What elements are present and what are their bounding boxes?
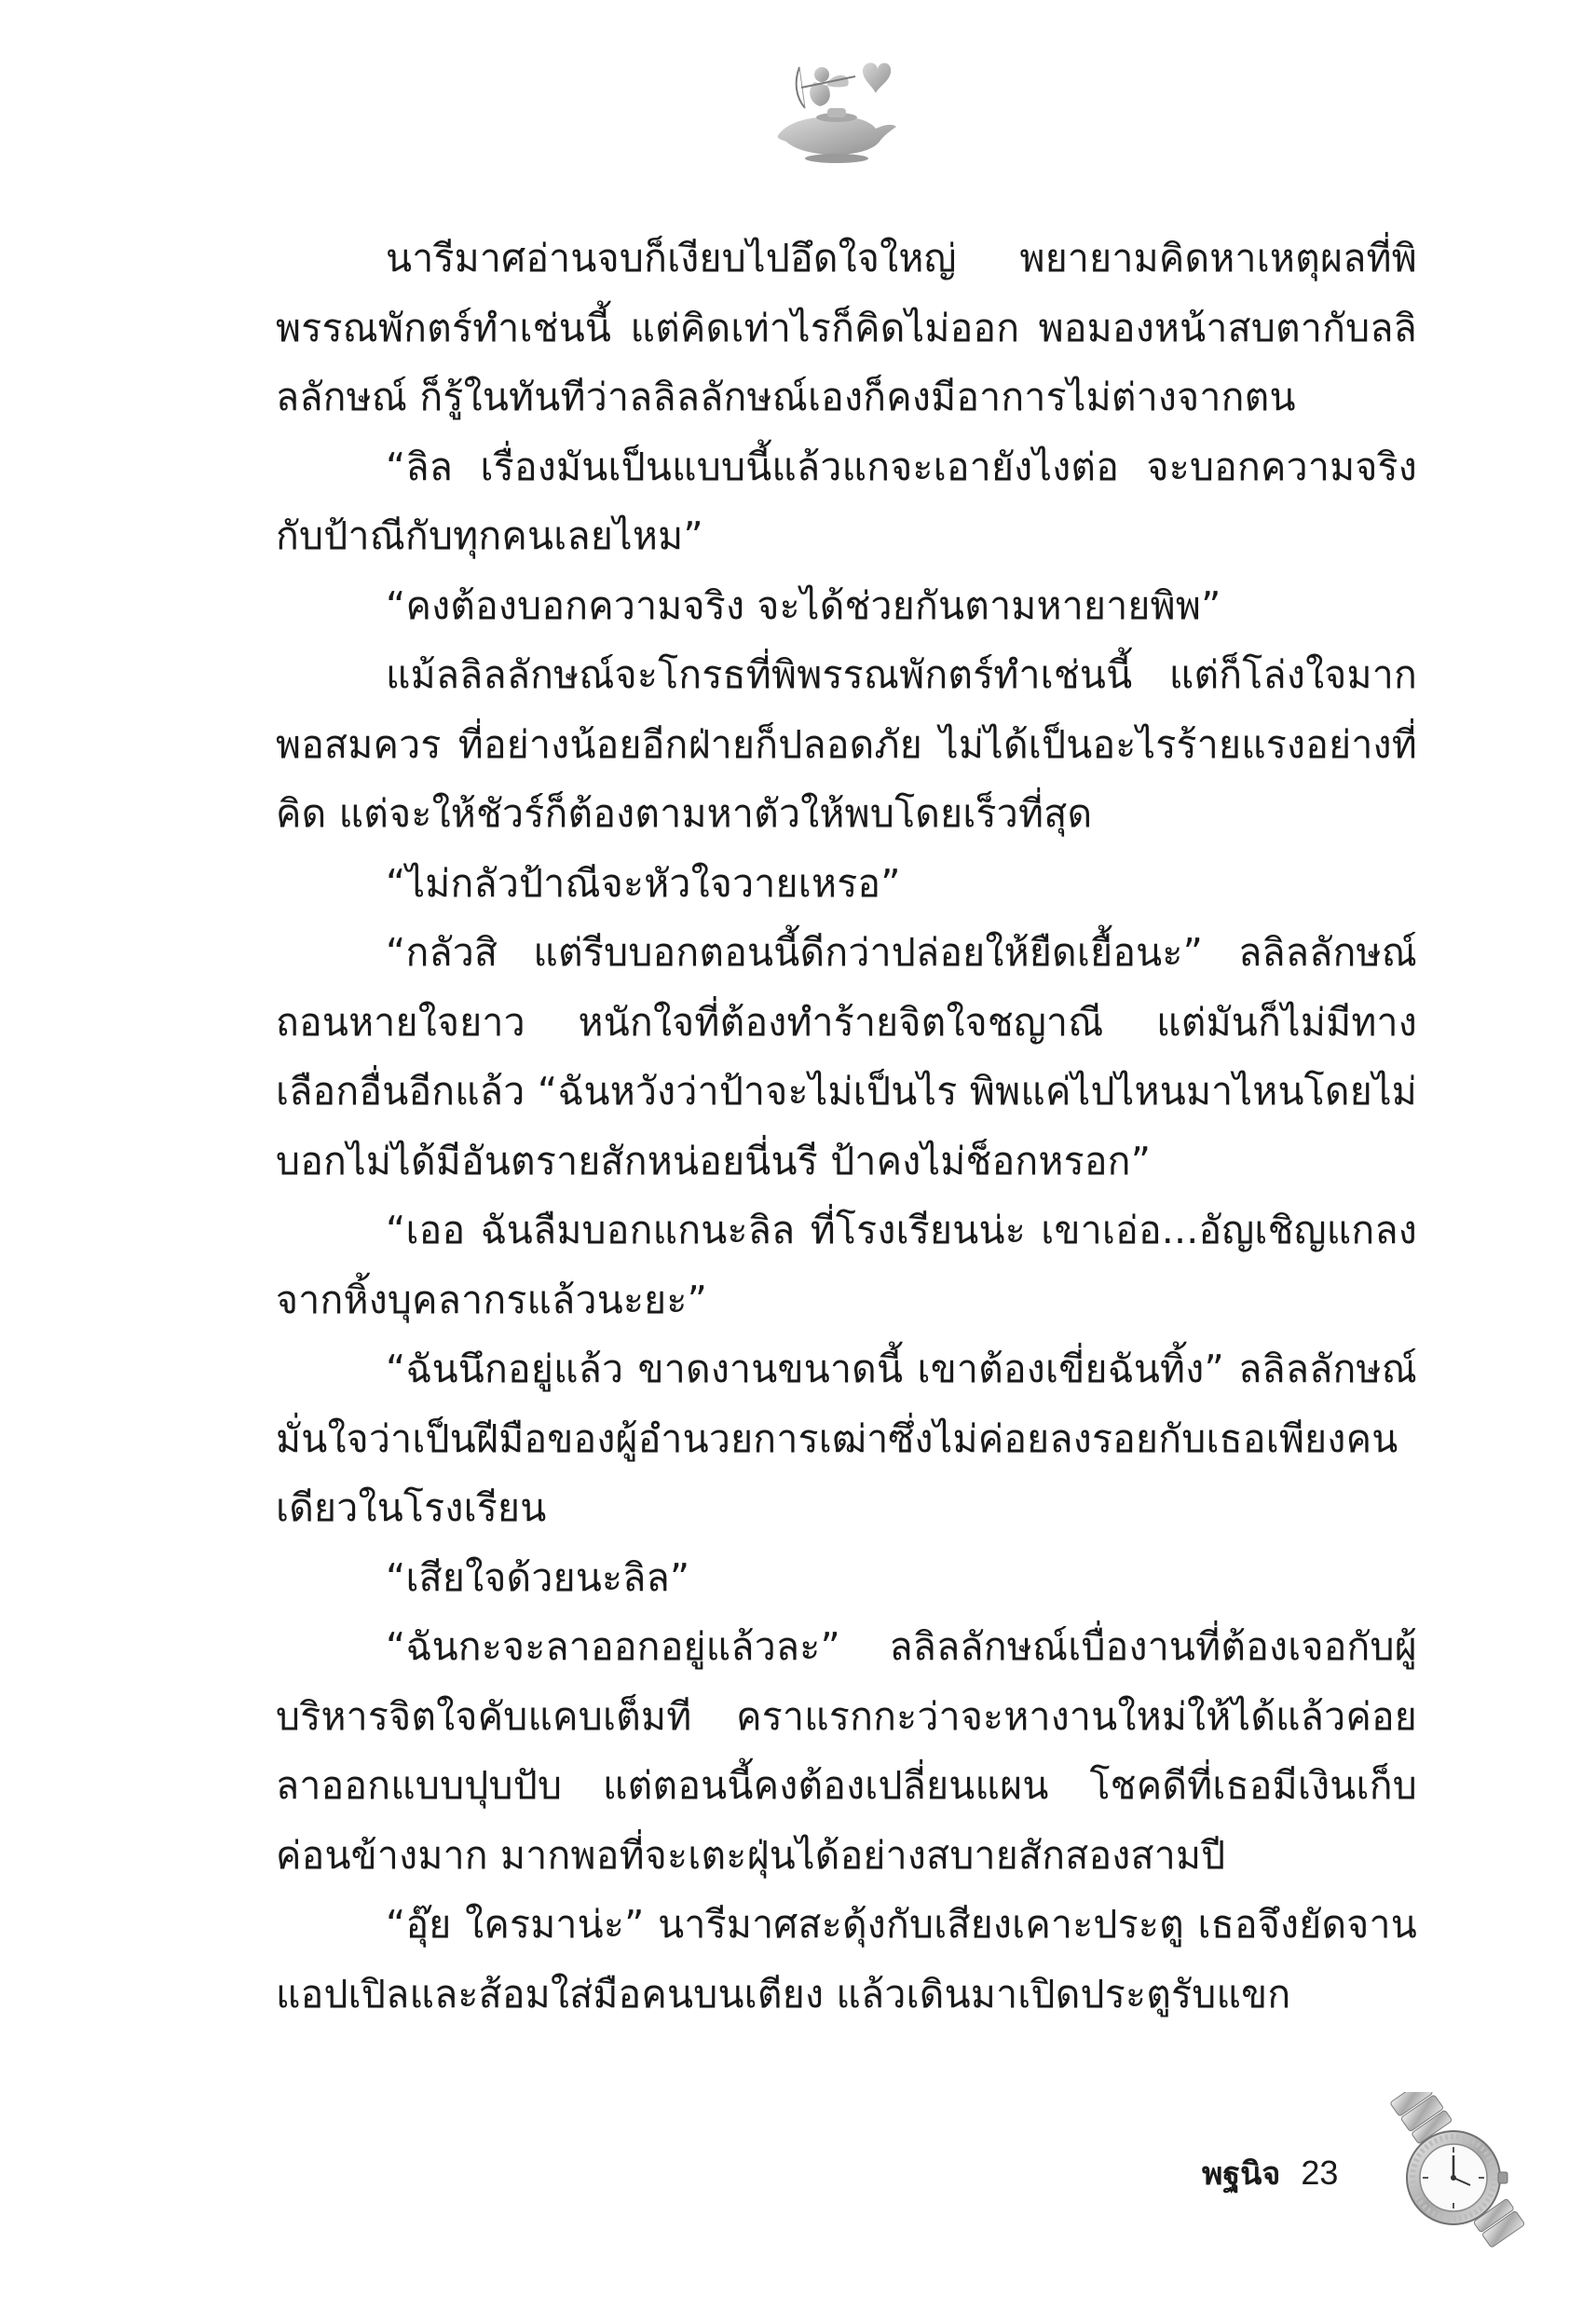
paragraph: “คงต้องบอกความจริง จะได้ช่วยกันตามหายายพิพ” [386,582,1221,628]
story-text [276,224,1417,2029]
paragraph: นารีมาศอ่านจบก็เงียบไปอึดใจใหญ่ พยายามคิดหาเหตุผลที่พิพรรณพักตร์ทำเช่นนี้ แต่คิดเท่าไรก็คิดไม่ออก พอมองหน้าสบตากับลลิลลักษณ์ ก็รู้ในทันทีว่าลลิลลักษณ์เองก็คงมีอาการไม่ต่างจากตน [276,236,1417,419]
cupid-teapot-ornament-icon [762,54,902,166]
paragraph: “ฉันกะจะลาออกอยู่แล้วละ” ลลิลลักษณ์เบื่องานที่ต้องเจอกับผู้บริหารจิตใจคับแคบเต็มที คราแรกกะว่าจะหางานใหม่ให้ได้แล้วค่อยลาออกแบบปุบปับ แต่ตอนนี้คงต้องเปลี่ยนแผน โชคดีที่เธอมีเงินเก็บค่อนข้างมาก มากพอที่จะเตะฝุ่นได้อย่างสบายสักสองสามปี [276,1624,1417,1878]
paragraph: “เสียใจด้วยนะลิล” [386,1554,690,1600]
paragraph: “เออ ฉันลืมบอกแกนะลิล ที่โรงเรียนน่ะ เขาเอ่อ...อัญเชิญแกลงจากหิ้งบุคลากรแล้วนะยะ” [276,1208,1417,1322]
page-footer [1202,2148,1338,2204]
paragraph: “ลิล เรื่องมันเป็นแบบนี้แล้วแกจะเอายังไงต่อ จะบอกความจริงกับป้าณีกับทุกคนเลยไหม” [276,444,1417,558]
paragraph: “ไม่กลัวป้าณีจะหัวใจวายเหรอ” [386,860,901,906]
paragraph: “กลัวสิ แต่รีบบอกตอนนี้ดีกว่าปล่อยให้ยืดเยื้อนะ” ลลิลลักษณ์ถอนหายใจยาว หนักใจที่ต้องทำร้ายจิตใจชญาณี แต่มันก็ไม่มีทางเลือกอื่นอีกแล้ว “ฉันหวังว่าป้าจะไม่เป็นไร พิพแค่ไปไหนมาไหนโดยไม่บอกไม่ได้มีอันตรายสักหน่อยนี่นรี ป้าคงไม่ช็อกหรอก” [276,930,1417,1183]
paragraph: “ฉันนึกอยู่แล้ว ขาดงานขนาดนี้ เขาต้องเขี่ยฉันทิ้ง” ลลิลลักษณ์มั่นใจว่าเป็นฝีมือของผู้อำนวยการเฒ่าซึ่งไม่ค่อยลงรอยกับเธอเพียงคนเดียวในโรงเรียน [276,1347,1417,1530]
paragraph: “อุ๊ย ใครมาน่ะ” นารีมาศสะดุ้งกับเสียงเคาะประตู เธอจึงยัดจานแอปเปิลและส้อมใส่มือคนบนเตียง แล้วเดินมาเปิดประตูรับแขก [276,1902,1417,2017]
paragraph: แม้ลลิลลักษณ์จะโกรธที่พิพรรณพักตร์ทำเช่นนี้ แต่ก็โล่งใจมากพอสมควร ที่อย่างน้อยอีกฝ่ายก็ปลอดภัย ไม่ได้เป็นอะไรร้ายแรงอย่างที่คิด แต่จะให้ชัวร์ก็ต้องตามหาตัวให้พบโดยเร็วที่สุด [276,652,1417,836]
page-number: 23 [1301,2154,1339,2192]
wristwatch-icon [1388,2092,1537,2250]
book-title: พฐนิจ [1202,2155,1281,2193]
